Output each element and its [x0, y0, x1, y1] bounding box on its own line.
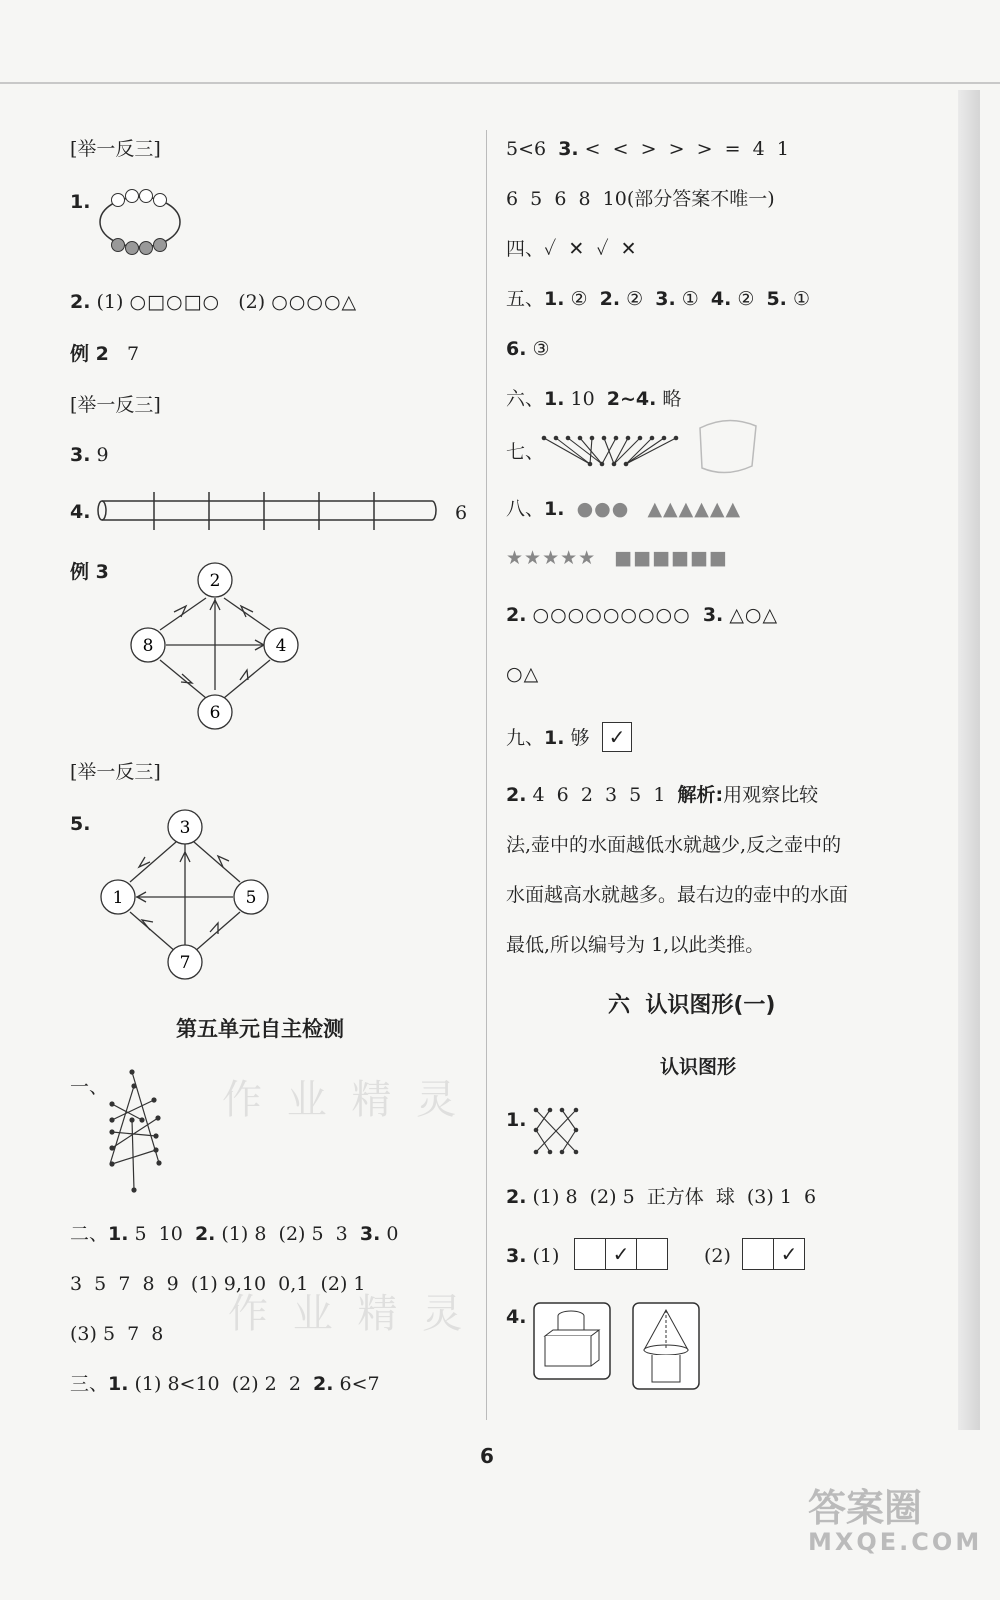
r-line-11: [506, 726, 590, 750]
s5-label: 五、: [506, 288, 545, 310]
column-divider: [486, 130, 487, 1420]
q2-part2-label: (2): [238, 291, 266, 313]
bead-ring-figure: [96, 182, 186, 256]
chapter-title: 六 认识图形(一): [608, 993, 776, 1018]
t1-number: 1.: [506, 1109, 527, 1131]
t3-box-5-checked: ✓: [774, 1238, 805, 1270]
watermark-1: 作 业 精 灵: [222, 1077, 463, 1123]
s5-q6-answer: ③: [526, 338, 550, 360]
t2-line: [506, 1185, 816, 1209]
s6-q2-4-answer: 略: [656, 388, 682, 410]
s2-line-2: 3 5 7 8 9 (1) 9,10 0,1 (2) 1: [70, 1273, 366, 1295]
q3-line: [70, 443, 109, 467]
r-line-5: [506, 337, 550, 361]
r-line-1: [506, 137, 789, 161]
li2-label: 例 2: [70, 343, 109, 365]
t3-box-4: [742, 1238, 774, 1270]
analysis-text-4: 最低,所以编号为 1,以此类推。: [506, 934, 765, 956]
s9-q2-number: 2.: [506, 784, 527, 806]
s5-q1-number: 1.: [544, 288, 565, 310]
t2-answer: (1) 8 (2) 5 正方体 球 (3) 1 6: [526, 1186, 817, 1208]
q3-number: 3.: [70, 444, 91, 466]
r-line-12: [506, 783, 818, 807]
li3-label: 例 3: [70, 561, 109, 583]
s5-q5-answer: ①: [786, 288, 810, 310]
page-number: 6: [480, 1444, 494, 1468]
t2-number: 2.: [506, 1186, 527, 1208]
li3-node-left: 8: [142, 636, 154, 656]
s9-label: 九、: [506, 727, 545, 749]
s7-fan-figure: [540, 432, 690, 472]
s8-q2-number: 2.: [506, 604, 527, 626]
q2-line: [70, 290, 357, 314]
s3-q2-number: 2.: [313, 1373, 334, 1395]
s3-q2-answer: 6<7: [333, 1373, 380, 1395]
q2-number: 2.: [70, 291, 91, 313]
r1-q3-answer: < < > > > = 4 1: [578, 138, 789, 160]
r1-q3-number: 3.: [558, 138, 579, 160]
corner-watermark-top: 答案圈: [808, 1486, 923, 1530]
r-line-8b: [506, 546, 728, 570]
s2-q3-answer: 0: [380, 1223, 399, 1245]
q5-graph: [80, 812, 290, 982]
t3-number: 3.: [506, 1245, 527, 1267]
s6-q2-4-number: 2~4.: [606, 388, 657, 410]
q5-node-top: 3: [179, 818, 191, 838]
s9-check-box: ✓: [602, 722, 632, 752]
section-title: 认识图形: [660, 1056, 737, 1078]
corner-watermark-bottom: MXQE.COM: [808, 1528, 983, 1556]
s2-q2-number: 2.: [194, 1223, 216, 1245]
s4-marks: ✓ ✕ ✓ ✕: [544, 238, 637, 260]
s5-q2-number: 2.: [599, 288, 621, 310]
t4-cone-on-cylinder: [632, 1302, 702, 1392]
jyfs-label-1: [举一反三]: [70, 138, 161, 160]
q5-node-right: 5: [245, 888, 257, 908]
s8-q3-shapes: △○△: [729, 604, 779, 626]
s5-q4-number: 4.: [710, 288, 732, 310]
r-line-2: 6 5 6 8 10(部分答案不唯一): [506, 188, 775, 210]
s7-label: 七、: [506, 441, 545, 463]
jyfs-label-2: [举一反三]: [70, 394, 161, 416]
page-edge-shadow: [958, 90, 980, 1430]
unit-title: 第五单元自主检测: [176, 1017, 344, 1041]
q4-value: 6: [455, 502, 468, 524]
r-line-4: [506, 287, 810, 311]
t3-part1-boxes: [574, 1238, 668, 1270]
t4-cylinder-on-box: [533, 1302, 613, 1382]
matching-figure: [104, 1068, 170, 1196]
r-line-6: [506, 387, 681, 411]
s5-q2-answer: ②: [620, 288, 656, 310]
li2-value: 7: [126, 343, 140, 365]
s8-gray-squares: ■■■■■■: [614, 547, 729, 569]
s9-q1-answer: 够: [564, 727, 590, 749]
q4-number: 4.: [70, 501, 91, 523]
s5-q1-answer: ②: [564, 288, 600, 310]
s9-q2-answer: 4 6 2 3 5 1: [526, 784, 678, 806]
s8-gray-triangles: ▲▲▲▲▲▲: [647, 498, 742, 520]
q3-value: 9: [96, 444, 109, 466]
corner-watermark: [808, 1488, 982, 1556]
s5-q5-number: 5.: [766, 288, 787, 310]
s8-q1-number: 1.: [544, 498, 565, 520]
s8-gray-circles: ●●●: [576, 498, 630, 520]
s2-line-1: [70, 1222, 398, 1246]
analysis-text-2: 法,壶中的水面越低水就越少,反之壶中的: [506, 834, 842, 856]
t3-box-2-checked: ✓: [606, 1238, 637, 1270]
q5-number: 5.: [70, 813, 91, 835]
q2-shapes-1: ○□○□○: [129, 291, 221, 313]
watermark-2: 作 业 精 灵: [228, 1291, 469, 1337]
q2-shapes-2: ○○○○△: [271, 291, 358, 313]
s1-label: 一、: [70, 1076, 109, 1098]
s5-q3-number: 3.: [655, 288, 676, 310]
s8-q2-circles: ○○○○○○○○○: [532, 604, 691, 626]
q1-number: 1.: [70, 191, 91, 213]
s5-q4-answer: ②: [731, 288, 767, 310]
q5-node-bottom: 7: [179, 953, 191, 973]
top-rule: [0, 82, 1000, 84]
li3-node-bottom: 6: [209, 703, 221, 723]
li3-node-right: 4: [275, 636, 287, 656]
t3-box-3: [637, 1238, 668, 1270]
li3-graph: [110, 560, 320, 730]
t3-part2-label: (2): [704, 1245, 731, 1267]
q2-part1-label: (1): [96, 291, 124, 313]
t1-cross-figure: [532, 1104, 582, 1158]
s3-line: [70, 1372, 380, 1396]
s6-q1-answer: 10: [564, 388, 607, 410]
s5-q6-number: 6.: [506, 338, 527, 360]
t4-number: 4.: [506, 1306, 527, 1328]
s8-gray-stars: ★★★★★: [506, 547, 597, 569]
li2-line: [70, 342, 139, 366]
s2-q2-answer: (1) 8 (2) 5 3: [215, 1223, 360, 1245]
s4-label: 四、: [506, 238, 545, 260]
tube-figure: [94, 490, 444, 534]
r-line-10: ○△: [506, 663, 540, 685]
s3-q1-number: 1.: [108, 1373, 129, 1395]
s6-label: 六、: [506, 388, 545, 410]
t3-line: [506, 1244, 559, 1268]
q5-node-left: 1: [112, 888, 124, 908]
s8-label: 八、: [506, 498, 545, 520]
s3-label: 三、: [70, 1373, 109, 1395]
stamp-seal: [692, 414, 764, 478]
analysis-label: 解析:: [677, 784, 724, 806]
analysis-text-1: 用观察比较: [723, 784, 819, 806]
t3-part1-label: (1): [526, 1245, 560, 1267]
s2-line-3: (3) 5 7 8: [70, 1323, 164, 1345]
s2-q1-number: 1.: [108, 1223, 129, 1245]
s5-q3-answer: ①: [675, 288, 711, 310]
jyfs-label-3: [举一反三]: [70, 761, 161, 783]
r-line-3: [506, 237, 637, 261]
r-line-9: [506, 603, 778, 627]
t3-part2-boxes: [742, 1238, 805, 1270]
s2-q1-answer: 5 10: [128, 1223, 195, 1245]
s8-q3-number: 3.: [702, 604, 724, 626]
li3-node-top: 2: [209, 571, 221, 591]
r1-prefix: 5<6: [506, 138, 559, 160]
r-line-8: [506, 497, 741, 521]
s9-q1-number: 1.: [544, 727, 565, 749]
analysis-text-3: 水面越高水就越多。最右边的壶中的水面: [506, 884, 849, 906]
t3-box-1: [574, 1238, 606, 1270]
s3-q1-answer: (1) 8<10 (2) 2 2: [128, 1373, 314, 1395]
s2-label: 二、: [70, 1223, 109, 1245]
s6-q1-number: 1.: [544, 388, 565, 410]
s2-q3-number: 3.: [359, 1223, 381, 1245]
